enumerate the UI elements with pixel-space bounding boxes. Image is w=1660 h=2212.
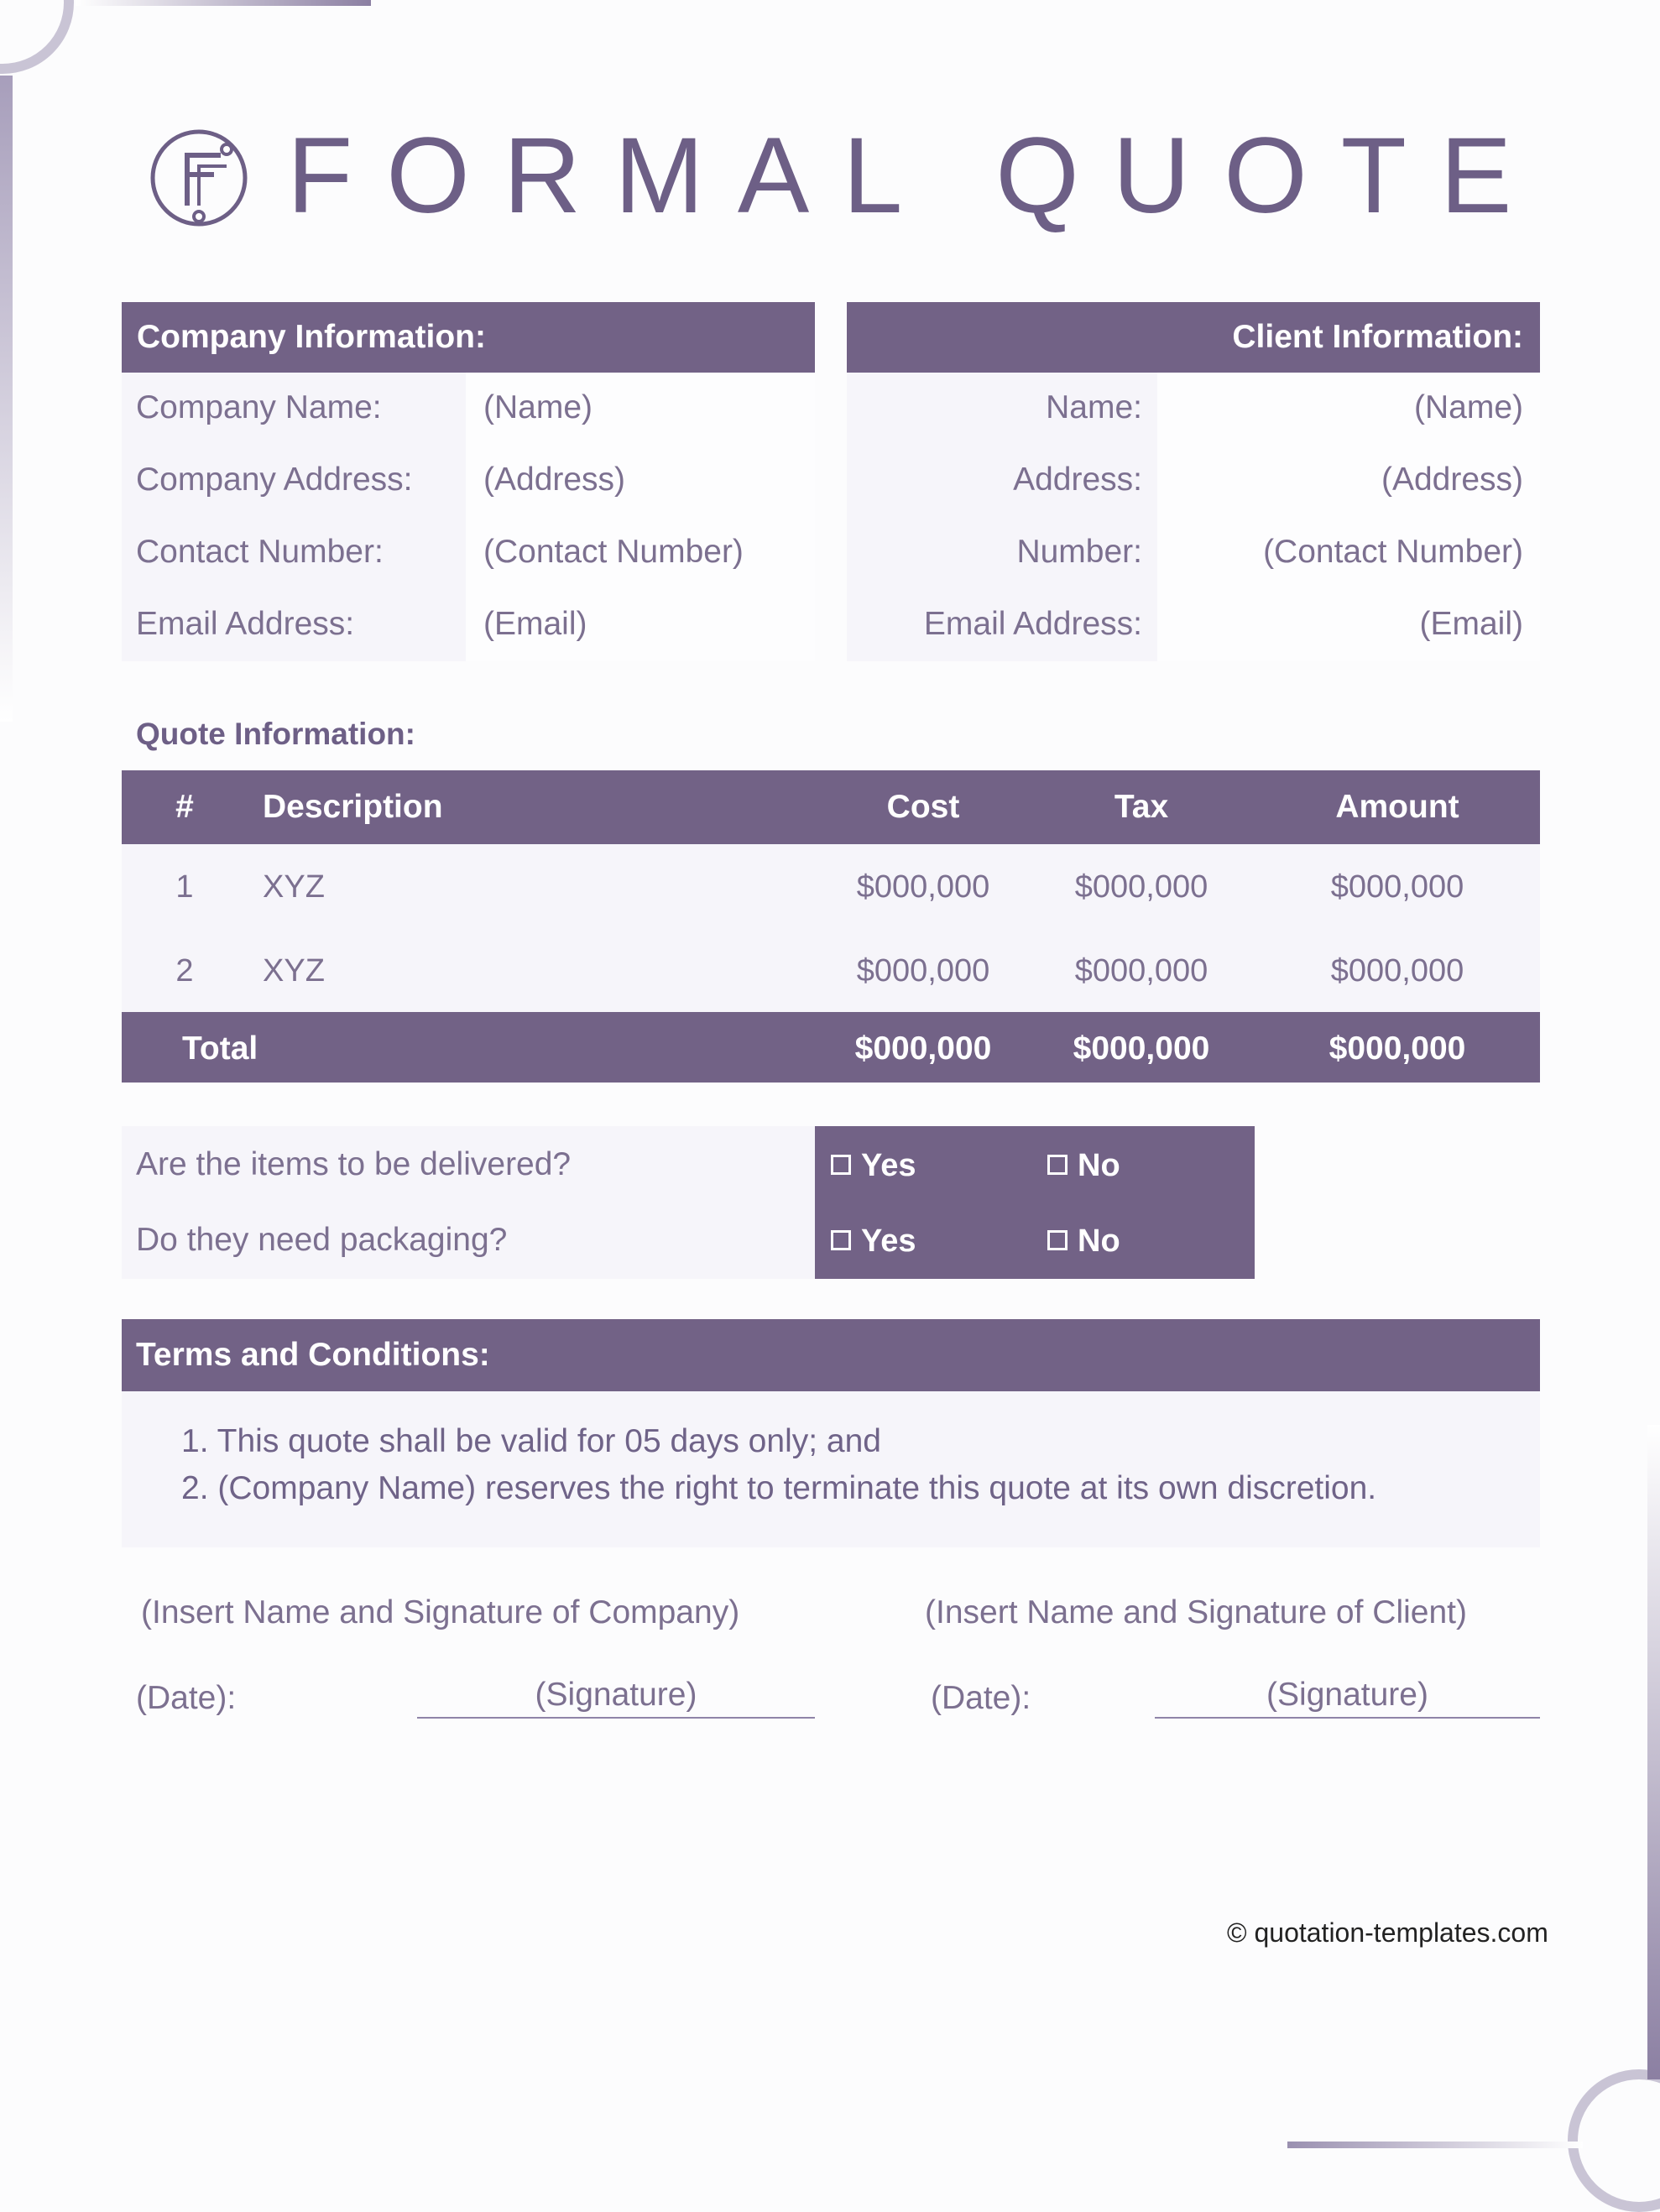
terms-item-1: 1. This quote shall be valid for 05 days only; and xyxy=(181,1423,881,1459)
delivery-no-checkbox[interactable] xyxy=(1047,1155,1068,1175)
row-2-tax: $000,000 xyxy=(1074,953,1208,989)
packaging-no-option[interactable] xyxy=(1047,1223,1120,1260)
corner-arc-top-left xyxy=(0,0,74,74)
delivery-question: Are the items to be delivered? xyxy=(136,1146,572,1182)
client-info-header: Client Information: xyxy=(847,302,1540,373)
delivery-no-label: No xyxy=(1078,1148,1120,1183)
company-contact-value: (Contact Number) xyxy=(483,534,744,570)
client-date-label: (Date): xyxy=(931,1680,1031,1716)
packaging-yes-label: Yes xyxy=(861,1223,916,1259)
corner-bar-top xyxy=(76,0,371,6)
company-date-label: (Date): xyxy=(136,1680,237,1716)
delivery-yes-label: Yes xyxy=(861,1148,916,1183)
row-1-number: 1 xyxy=(175,869,194,905)
client-number-label: Number: xyxy=(1016,534,1142,570)
delivery-no-option[interactable] xyxy=(1047,1148,1120,1184)
row-2-description: XYZ xyxy=(263,953,325,989)
total-amount: $000,000 xyxy=(1329,1030,1466,1067)
total-cost: $000,000 xyxy=(854,1030,992,1067)
client-email-label: Email Address: xyxy=(923,606,1142,642)
row-2-amount: $000,000 xyxy=(1330,953,1464,989)
company-email-label: Email Address: xyxy=(136,606,355,642)
total-label: Total xyxy=(182,1030,258,1067)
col-description-header: Description xyxy=(263,789,443,825)
quote-total-row xyxy=(122,1012,1540,1083)
packaging-yes-option[interactable] xyxy=(831,1223,916,1260)
client-signature-caption: (Insert Name and Signature of Client) xyxy=(925,1594,1467,1630)
company-logo-icon xyxy=(147,126,251,230)
delivery-yes-option[interactable] xyxy=(831,1148,916,1184)
client-address-label: Address: xyxy=(1013,462,1142,498)
row-2-number: 2 xyxy=(175,953,194,989)
company-info-header: Company Information: xyxy=(122,302,815,373)
corner-bar-bottom xyxy=(1287,2142,1583,2148)
col-number-header: # xyxy=(175,789,194,825)
packaging-question: Do they need packaging? xyxy=(136,1222,508,1258)
terms-header: Terms and Conditions: xyxy=(122,1319,1540,1391)
client-address-value: (Address) xyxy=(1381,462,1523,498)
total-tax: $000,000 xyxy=(1073,1030,1210,1067)
client-number-value: (Contact Number) xyxy=(1263,534,1523,570)
corner-bar-right xyxy=(1647,1425,1660,2079)
page-title: FORMAL QUOTE xyxy=(287,116,1546,236)
copyright-notice: © quotation-templates.com xyxy=(1227,1917,1548,1948)
packaging-yes-checkbox[interactable] xyxy=(831,1230,851,1250)
row-1-tax: $000,000 xyxy=(1074,869,1208,905)
col-cost-header: Cost xyxy=(886,789,960,825)
company-address-label: Company Address: xyxy=(136,462,413,498)
packaging-no-checkbox[interactable] xyxy=(1047,1230,1068,1250)
delivery-yes-checkbox[interactable] xyxy=(831,1155,851,1175)
company-name-label: Company Name: xyxy=(136,389,382,425)
row-1-amount: $000,000 xyxy=(1330,869,1464,905)
company-name-value: (Name) xyxy=(483,389,593,425)
client-name-label: Name: xyxy=(1046,389,1142,425)
corner-bar-left xyxy=(0,76,13,722)
company-signature-line[interactable]: (Signature) xyxy=(417,1677,815,1719)
client-email-value: (Email) xyxy=(1419,606,1523,642)
company-contact-label: Contact Number: xyxy=(136,534,384,570)
terms-item-2: 2. (Company Name) reserves the right to terminate this quote at its own discretion. xyxy=(181,1470,1377,1506)
row-2-cost: $000,000 xyxy=(856,953,990,989)
company-signature-caption: (Insert Name and Signature of Company) xyxy=(141,1594,740,1630)
terms-list xyxy=(181,1418,1376,1512)
corner-arc-bottom-right xyxy=(1568,2069,1660,2212)
quote-section-title: Quote Information: xyxy=(136,717,415,751)
client-name-value: (Name) xyxy=(1413,389,1523,425)
quote-table-header xyxy=(122,770,1540,844)
row-1-description: XYZ xyxy=(263,869,325,905)
company-address-value: (Address) xyxy=(483,462,626,498)
col-tax-header: Tax xyxy=(1114,789,1169,825)
packaging-no-label: No xyxy=(1078,1223,1120,1259)
client-signature-line[interactable]: (Signature) xyxy=(1155,1677,1540,1719)
row-1-cost: $000,000 xyxy=(856,869,990,905)
col-amount-header: Amount xyxy=(1335,789,1459,825)
company-email-value: (Email) xyxy=(483,606,587,642)
